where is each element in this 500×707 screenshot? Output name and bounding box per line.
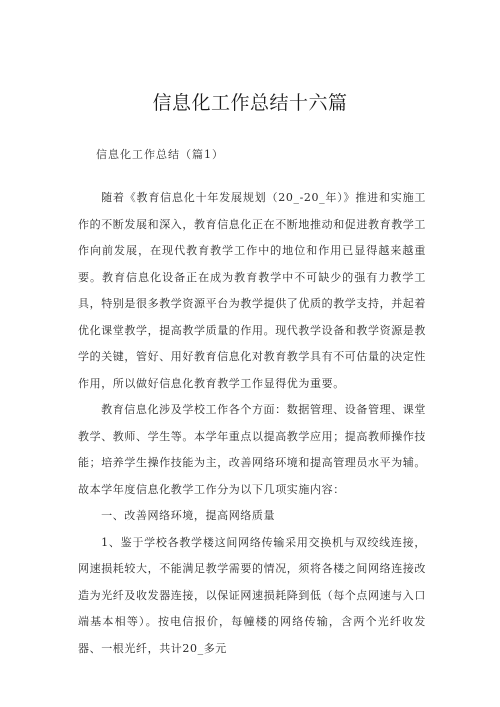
paragraph: 1、鉴于学校各教学楼这间网络传输采用交换机与双绞线连接，网速损耗较大，不能满足教学需要的情况，须将各楼之间网络连接改造为光纤及收发器连接，以保证网速损耗降到低（每个点网速与入口端基本相等）。按电信报价，每幢楼的网络传输，含两个光纤收发器、一根光纤，共计20_多元 (78, 535, 426, 655)
document-body (78, 185, 426, 662)
document-title: 信息化工作总结十六篇 (152, 92, 348, 114)
paragraph: 教育信息化涉及学校工作各个方面：数据管理、设备管理、课堂教学、教师、学生等。本学年重点以提高教学应用；提高教师操作技能；培养学生操作技能为主，改善网络环境和提高管理员水平为辅。故本学年度信息化教学工作分为以下几项实施内容： (78, 403, 426, 496)
paragraph: 随着《教育信息化十年发展规划（20_-20_年）》推进和实施工作的不断发展和深入，教育信息化正在不断地推动和促进教育教学工作向前发展，在现代教育教学工作中的地位和作用已显得越来越重要。教育信息化设备正在成为教育教学中不可缺少的强有力教学工具，特别是很多教学资源平台为教学提供了优质的教学支持，并起着优化课堂教学，提高教学质量的作用。现代教学设备和教学资源是教学的关键，管好、用好教育信息化对教育教学具有不可估量的决定性作用，所以做好信息化教育教学工作显得优为重要。 (78, 191, 426, 390)
section-subtitle: 信息化工作总结（篇1） (96, 148, 224, 161)
section-heading: 一、改善网络环境，提高网络质量 (101, 509, 276, 522)
